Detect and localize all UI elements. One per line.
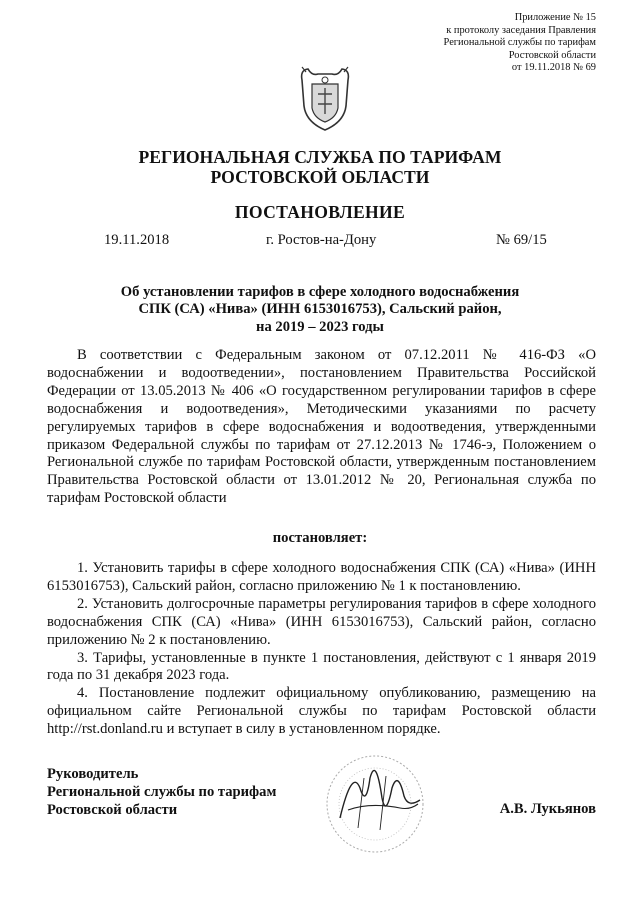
organization-region: РОСТОВСКОЙ ОБЛАСТИ: [210, 167, 430, 187]
annex-line: Ростовской области: [508, 49, 596, 61]
document-type: ПОСТАНОВЛЕНИЕ: [234, 202, 406, 222]
signature-icon: [300, 748, 450, 858]
organization-name: РЕГИОНАЛЬНАЯ СЛУЖБА ПО ТАРИФАМ: [138, 147, 502, 167]
resolution-item: 1. Установить тарифы в сфере холодного водоснабжения СПК (СА) «Нива» (ИНН 6153016753), Сальский район, согласно приложению № 1 к постановлению.: [47, 560, 596, 594]
resolution-item: 2. Установить долгосрочные параметры регулирования тарифов в сфере холодного водоснабжения СПК (СА) «Нива» (ИНН 6153016753), Сальский район, согласно приложению № 2 к постановлению.: [47, 595, 596, 648]
resolution-item: 4. Постановление подлежит официальному опубликованию, размещению на официальном сайте Региональной службы по тарифам Ростовской области http://rst.donland.ru и вступает в силу в установленном порядке.: [47, 685, 596, 738]
resolution-item: 3. Тарифы, установленные в пункте 1 постановления, действуют с 1 января 2019 года по 31 декабря 2023 года.: [47, 649, 596, 684]
signatory-name: А.В. Лукьянов: [499, 801, 596, 817]
annex-line: Приложение № 15: [514, 12, 596, 23]
annex-line: к протоколу заседания Правления: [446, 24, 596, 36]
annex-reference: [396, 12, 596, 75]
annex-line: от 19.11.2018 № 69: [511, 62, 596, 74]
preamble-paragraph: В соответствии с Федеральным законом от 07.12.2011 № 416-ФЗ «О водоснабжении и водоотведении», постановлением Правительства Российской Федерации от 13.05.2013 № 406 «О государственном регулировании тарифов в сфере водоснабжения и водоотведения», Методическими указаниями по расчету регулируемых тарифов в сфере водоснабжения и водоотведения, утвержденными приказом Федеральной службы по тарифам от 27.12.2013 № 1746-э, Положением о Региональной службе по тарифам Ростовской области, утвержденным постановлением Правительства Ростовской области от 13.01.2012 № 20, Региональная служба по тарифам Ростовской области: [47, 347, 596, 507]
document-city: г. Ростов-на-Дону: [266, 232, 377, 248]
document-subject: [0, 284, 640, 336]
resolves-heading: постановляет:: [272, 530, 368, 546]
subject-line: Об установлении тарифов в сфере холодного водоснабжения: [120, 284, 520, 300]
subject-line: СПК (СА) «Нива» (ИНН 6153016753), Сальский район,: [138, 301, 502, 318]
signatory-title: [47, 765, 276, 819]
document-number: № 69/15: [496, 232, 547, 248]
signatory-title-line: Руководитель: [47, 766, 139, 782]
annex-line: Региональной службы по тарифам: [443, 37, 596, 49]
coat-of-arms-icon: [298, 66, 352, 134]
resolution-items: [47, 560, 596, 739]
document-date: 19.11.2018: [104, 232, 170, 248]
signatory-title-line: Ростовской области: [47, 802, 178, 818]
subject-line: на 2019 – 2023 годы: [256, 318, 384, 335]
signatory-title-line: Региональной службы по тарифам: [47, 784, 277, 800]
